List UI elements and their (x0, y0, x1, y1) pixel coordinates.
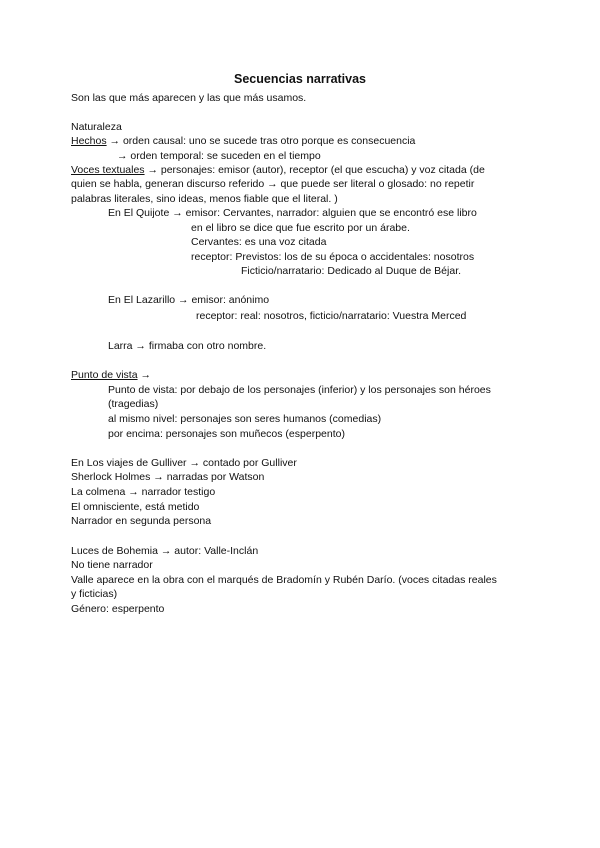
example-line-4: El omnisciente, está metido (71, 501, 200, 513)
page-title: Secuencias narrativas (233, 72, 367, 86)
punto-de-vista-label: Punto de vista (71, 369, 138, 381)
naturaleza-heading: Naturaleza (71, 121, 122, 133)
example-line-1: En Los viajes de Gulliver → contado por Gulliver (71, 457, 297, 469)
luces-line-4: y ficticias) (71, 588, 118, 600)
intro-text: Son las que más aparecen y las que más usamos. (71, 92, 307, 104)
luces-line-2: No tiene narrador (71, 559, 153, 571)
voces-text: → personajes: emisor (autor), receptor (el que escucha) y voz citada (de (144, 164, 485, 176)
voces-label: Voces textuales (71, 164, 145, 176)
voces-line (71, 164, 485, 177)
quijote-line-1: En El Quijote → emisor: Cervantes, narrador: alguien que se encontró ese libro (108, 207, 477, 219)
luces-line-5: Género: esperpento (71, 603, 165, 615)
quijote-line-4: receptor: Previstos: los de su época o accidentales: nosotros (191, 251, 475, 263)
quijote-line-5: Ficticio/narratario: Dedicado al Duque de Béjar. (241, 265, 462, 277)
voces-text-3: palabras literales, sino ideas, menos fiable que el literal. ) (71, 193, 338, 205)
luces-line-1: Luces de Bohemia → autor: Valle-Inclán (71, 545, 259, 557)
example-line-2: Sherlock Holmes → narradas por Watson (71, 471, 265, 483)
pv-line-1: Punto de vista: por debajo de los personajes (inferior) y los personajes son héroes (108, 384, 491, 396)
hechos-text-2: → orden temporal: se suceden en el tiempo (117, 150, 321, 162)
luces-line-3: Valle aparece en la obra con el marqués de Bradomín y Rubén Darío. (voces citadas reales (71, 574, 497, 586)
voces-text-2: quien se habla, generan discurso referido → que puede ser literal o glosado: no repetir (71, 178, 475, 190)
quijote-line-2: en el libro se dice que fue escrito por un árabe. (191, 222, 410, 234)
pv-line-4: por encima: personajes son muñecos (esperpento) (108, 428, 345, 440)
punto-de-vista-line (71, 369, 151, 382)
lazarillo-line-1: En El Lazarillo → emisor: anónimo (108, 294, 270, 306)
pv-line-3: al mismo nivel: personajes son seres humanos (comedias) (108, 413, 382, 425)
example-line-3: La colmena → narrador testigo (71, 486, 216, 498)
hechos-text: → orden causal: uno se sucede tras otro porque es consecuencia (106, 135, 416, 147)
pv-line-2: (tragedias) (108, 398, 159, 410)
lazarillo-line-2: receptor: real: nosotros, ficticio/narratario: Vuestra Merced (196, 310, 467, 322)
hechos-label: Hechos (71, 135, 107, 147)
example-line-5: Narrador en segunda persona (71, 515, 212, 527)
hechos-line (71, 135, 415, 148)
quijote-line-3: Cervantes: es una voz citada (191, 236, 327, 248)
punto-de-vista-arrow: → (137, 369, 151, 381)
larra-line: Larra → firmaba con otro nombre. (108, 340, 267, 352)
